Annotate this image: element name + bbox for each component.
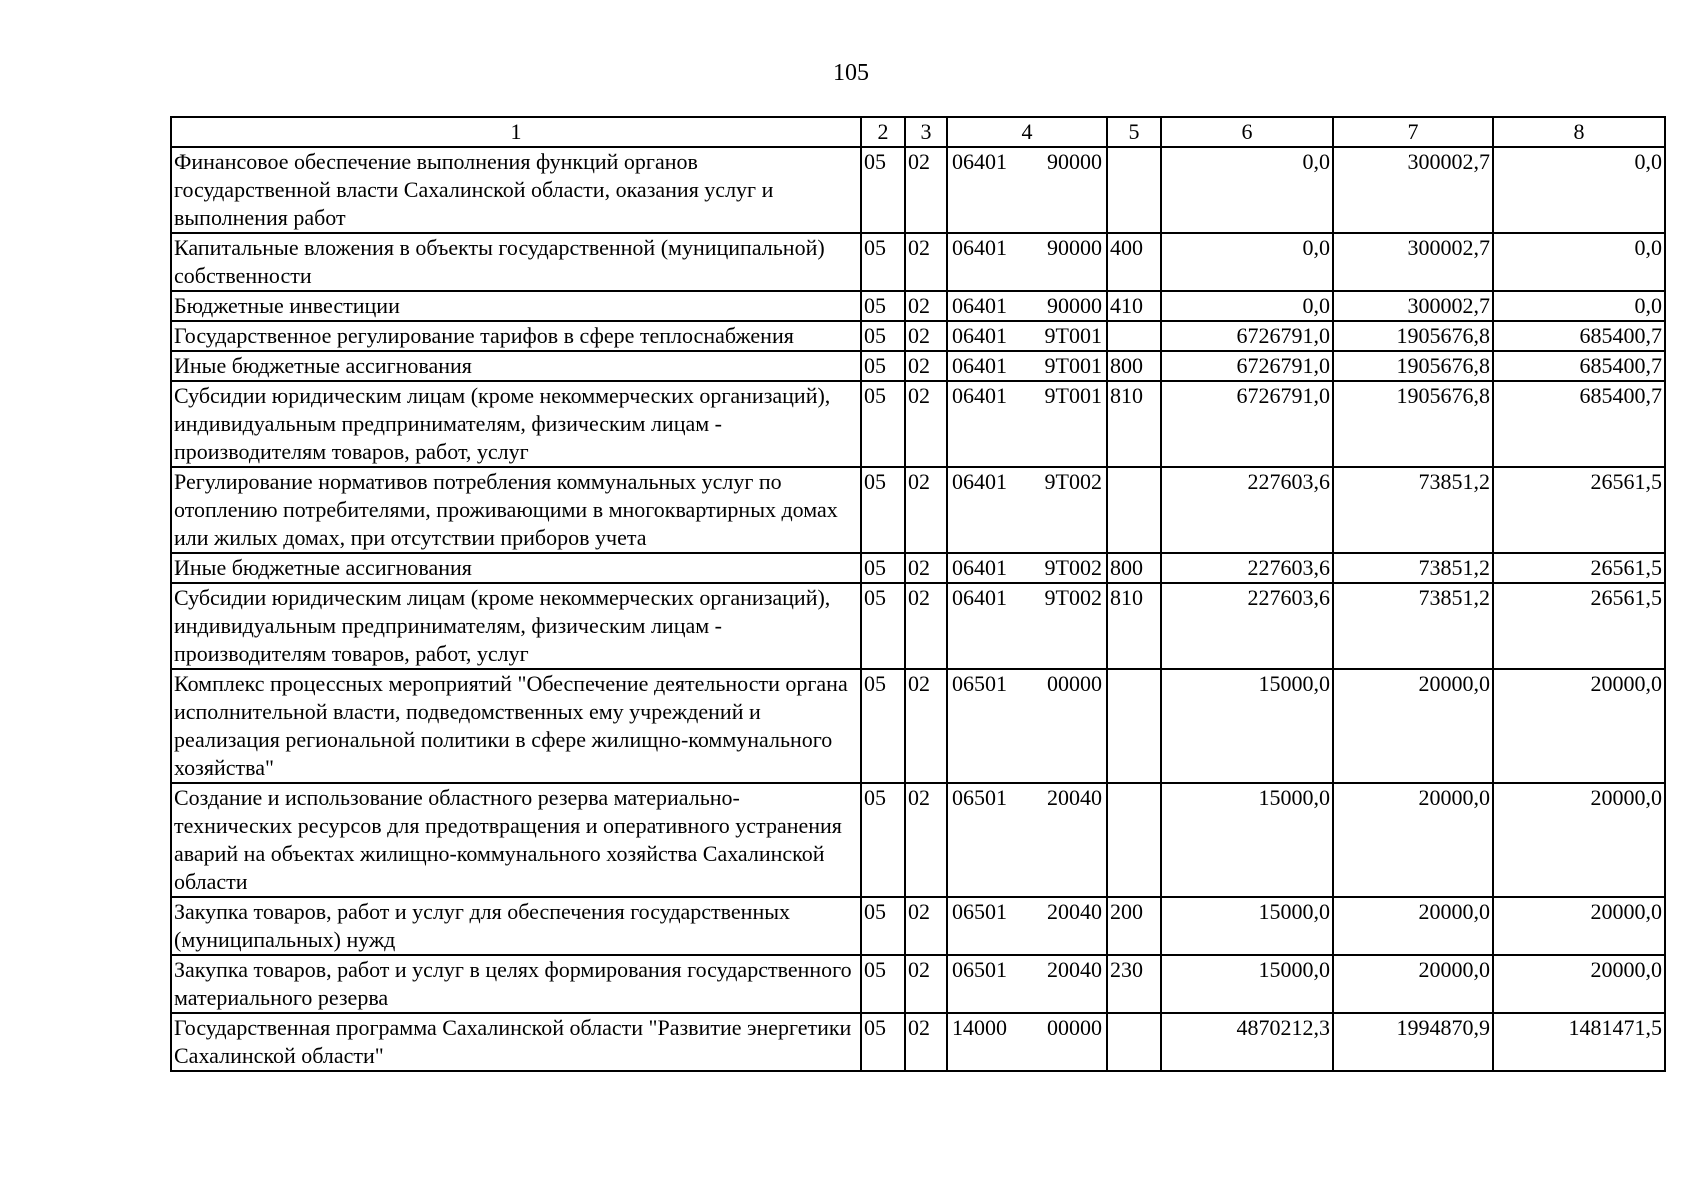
subsection-code-cell: 02 [905,467,947,553]
section-code-cell: 05 [861,669,905,783]
expense-type-cell: 400 [1107,233,1161,291]
table-row [171,233,1665,291]
direction-code: 9Т001 [1044,353,1102,378]
expense-type-cell [1107,1013,1161,1071]
amount-col7-cell: 73851,2 [1333,467,1493,553]
section-code-cell: 05 [861,321,905,351]
direction-code: 00000 [1047,671,1102,696]
target-article-cell [947,321,1107,351]
budget-table [170,116,1666,1072]
expense-type-cell: 810 [1107,381,1161,467]
subsection-code-cell: 02 [905,1013,947,1071]
direction-code: 9Т001 [1044,383,1102,408]
amount-col8-cell: 26561,5 [1493,583,1665,669]
table-row [171,553,1665,583]
row-name-cell: Иные бюджетные ассигнования [171,351,861,381]
row-name-cell: Регулирование нормативов потребления коммунальных услуг по отоплению потребителями, проживающими в многоквартирных домах или жилых домах, при отсутствии приборов учета [171,467,861,553]
amount-col6-cell: 15000,0 [1161,783,1333,897]
direction-code: 20040 [1047,899,1102,924]
section-code-cell: 05 [861,233,905,291]
amount-col7-cell: 1905676,8 [1333,321,1493,351]
column-header: 1 [171,117,861,147]
table-row [171,783,1665,897]
section-code-cell: 05 [861,553,905,583]
amount-col6-cell: 15000,0 [1161,955,1333,1013]
row-name-cell: Бюджетные инвестиции [171,291,861,321]
subsection-code-cell: 02 [905,233,947,291]
program-code: 14000 [952,1015,1007,1040]
subsection-code-cell: 02 [905,783,947,897]
program-code: 06401 [952,585,1007,610]
amount-col6-cell: 6726791,0 [1161,351,1333,381]
program-code: 06501 [952,899,1007,924]
expense-type-cell: 410 [1107,291,1161,321]
target-article-cell [947,291,1107,321]
subsection-code-cell: 02 [905,669,947,783]
subsection-code-cell: 02 [905,553,947,583]
target-article-cell [947,897,1107,955]
row-name-cell: Субсидии юридическим лицам (кроме некоммерческих организаций), индивидуальным предпринимателям, физическим лицам - производителям товаров, работ, услуг [171,381,861,467]
section-code-cell: 05 [861,147,905,233]
amount-col6-cell: 227603,6 [1161,583,1333,669]
expense-type-cell: 800 [1107,553,1161,583]
direction-code: 90000 [1047,235,1102,260]
column-header: 2 [861,117,905,147]
row-name-cell: Иные бюджетные ассигнования [171,553,861,583]
amount-col6-cell: 15000,0 [1161,669,1333,783]
amount-col7-cell: 300002,7 [1333,233,1493,291]
subsection-code-cell: 02 [905,897,947,955]
table-row [171,147,1665,233]
program-code: 06401 [952,555,1007,580]
amount-col8-cell: 0,0 [1493,291,1665,321]
column-header: 6 [1161,117,1333,147]
target-article-cell [947,381,1107,467]
section-code-cell: 05 [861,897,905,955]
section-code-cell: 05 [861,955,905,1013]
amount-col6-cell: 0,0 [1161,147,1333,233]
program-code: 06401 [952,353,1007,378]
amount-col7-cell: 1905676,8 [1333,381,1493,467]
amount-col7-cell: 1905676,8 [1333,351,1493,381]
table-row [171,583,1665,669]
amount-col8-cell: 26561,5 [1493,467,1665,553]
amount-col7-cell: 20000,0 [1333,783,1493,897]
table-header-row [171,117,1665,147]
target-article-cell [947,147,1107,233]
section-code-cell: 05 [861,351,905,381]
target-article-cell [947,669,1107,783]
direction-code: 00000 [1047,1015,1102,1040]
direction-code: 9Т001 [1044,323,1102,348]
section-code-cell: 05 [861,783,905,897]
subsection-code-cell: 02 [905,955,947,1013]
direction-code: 20040 [1047,957,1102,982]
amount-col8-cell: 26561,5 [1493,553,1665,583]
expense-type-cell [1107,783,1161,897]
program-code: 06501 [952,671,1007,696]
table-row [171,467,1665,553]
amount-col7-cell: 20000,0 [1333,897,1493,955]
direction-code: 20040 [1047,785,1102,810]
table-row [171,291,1665,321]
amount-col8-cell: 0,0 [1493,233,1665,291]
amount-col6-cell: 6726791,0 [1161,381,1333,467]
row-name-cell: Субсидии юридическим лицам (кроме некоммерческих организаций), индивидуальным предпринимателям, физическим лицам - производителям товаров, работ, услуг [171,583,861,669]
subsection-code-cell: 02 [905,291,947,321]
direction-code: 90000 [1047,149,1102,174]
row-name-cell: Закупка товаров, работ и услуг для обеспечения государственных (муниципальных) нужд [171,897,861,955]
table-row [171,321,1665,351]
expense-type-cell [1107,147,1161,233]
amount-col6-cell: 6726791,0 [1161,321,1333,351]
amount-col8-cell: 20000,0 [1493,955,1665,1013]
row-name-cell: Государственная программа Сахалинской области "Развитие энергетики Сахалинской области" [171,1013,861,1071]
target-article-cell [947,783,1107,897]
section-code-cell: 05 [861,583,905,669]
expense-type-cell [1107,321,1161,351]
table-row [171,669,1665,783]
target-article-cell [947,955,1107,1013]
expense-type-cell [1107,669,1161,783]
row-name-cell: Создание и использование областного резерва материально-технических ресурсов для предотвращения и оперативного устранения аварий на объектах жилищно-коммунального хозяйства Сахалинской области [171,783,861,897]
program-code: 06401 [952,323,1007,348]
amount-col6-cell: 15000,0 [1161,897,1333,955]
amount-col7-cell: 1994870,9 [1333,1013,1493,1071]
amount-col8-cell: 1481471,5 [1493,1013,1665,1071]
column-header: 7 [1333,117,1493,147]
table-row [171,897,1665,955]
table-row [171,381,1665,467]
target-article-cell [947,553,1107,583]
direction-code: 90000 [1047,293,1102,318]
table-row [171,1013,1665,1071]
amount-col8-cell: 20000,0 [1493,669,1665,783]
target-article-cell [947,351,1107,381]
amount-col7-cell: 20000,0 [1333,955,1493,1013]
amount-col8-cell: 20000,0 [1493,783,1665,897]
expense-type-cell: 230 [1107,955,1161,1013]
program-code: 06401 [952,469,1007,494]
row-name-cell: Финансовое обеспечение выполнения функций органов государственной власти Сахалинской области, оказания услуг и выполнения работ [171,147,861,233]
expense-type-cell: 810 [1107,583,1161,669]
subsection-code-cell: 02 [905,381,947,467]
program-code: 06401 [952,235,1007,260]
row-name-cell: Государственное регулирование тарифов в сфере теплоснабжения [171,321,861,351]
subsection-code-cell: 02 [905,583,947,669]
section-code-cell: 05 [861,381,905,467]
program-code: 06401 [952,383,1007,408]
amount-col8-cell: 0,0 [1493,147,1665,233]
amount-col6-cell: 227603,6 [1161,553,1333,583]
program-code: 06401 [952,149,1007,174]
section-code-cell: 05 [861,467,905,553]
amount-col7-cell: 73851,2 [1333,583,1493,669]
section-code-cell: 05 [861,1013,905,1071]
subsection-code-cell: 02 [905,351,947,381]
amount-col8-cell: 685400,7 [1493,321,1665,351]
amount-col6-cell: 0,0 [1161,233,1333,291]
direction-code: 9Т002 [1044,555,1102,580]
amount-col8-cell: 685400,7 [1493,351,1665,381]
program-code: 06501 [952,785,1007,810]
subsection-code-cell: 02 [905,147,947,233]
expense-type-cell: 800 [1107,351,1161,381]
program-code: 06401 [952,293,1007,318]
row-name-cell: Капитальные вложения в объекты государственной (муниципальной) собственности [171,233,861,291]
target-article-cell [947,1013,1107,1071]
table-row [171,351,1665,381]
amount-col7-cell: 73851,2 [1333,553,1493,583]
amount-col8-cell: 20000,0 [1493,897,1665,955]
direction-code: 9Т002 [1044,469,1102,494]
row-name-cell: Комплекс процессных мероприятий "Обеспечение деятельности органа исполнительной власти, подведомственных ему учреждений и реализация региональной политики в сфере жилищно-коммунального хозяйства" [171,669,861,783]
column-header: 5 [1107,117,1161,147]
page-number: 105 [833,60,869,86]
expense-type-cell [1107,467,1161,553]
row-name-cell: Закупка товаров, работ и услуг в целях формирования государственного материального резерва [171,955,861,1013]
column-header: 8 [1493,117,1665,147]
amount-col6-cell: 0,0 [1161,291,1333,321]
section-code-cell: 05 [861,291,905,321]
table-row [171,955,1665,1013]
amount-col7-cell: 300002,7 [1333,147,1493,233]
amount-col7-cell: 20000,0 [1333,669,1493,783]
amount-col6-cell: 4870212,3 [1161,1013,1333,1071]
target-article-cell [947,233,1107,291]
amount-col8-cell: 685400,7 [1493,381,1665,467]
direction-code: 9Т002 [1044,585,1102,610]
program-code: 06501 [952,957,1007,982]
expense-type-cell: 200 [1107,897,1161,955]
amount-col7-cell: 300002,7 [1333,291,1493,321]
column-header: 4 [947,117,1107,147]
amount-col6-cell: 227603,6 [1161,467,1333,553]
target-article-cell [947,467,1107,553]
subsection-code-cell: 02 [905,321,947,351]
column-header: 3 [905,117,947,147]
target-article-cell [947,583,1107,669]
